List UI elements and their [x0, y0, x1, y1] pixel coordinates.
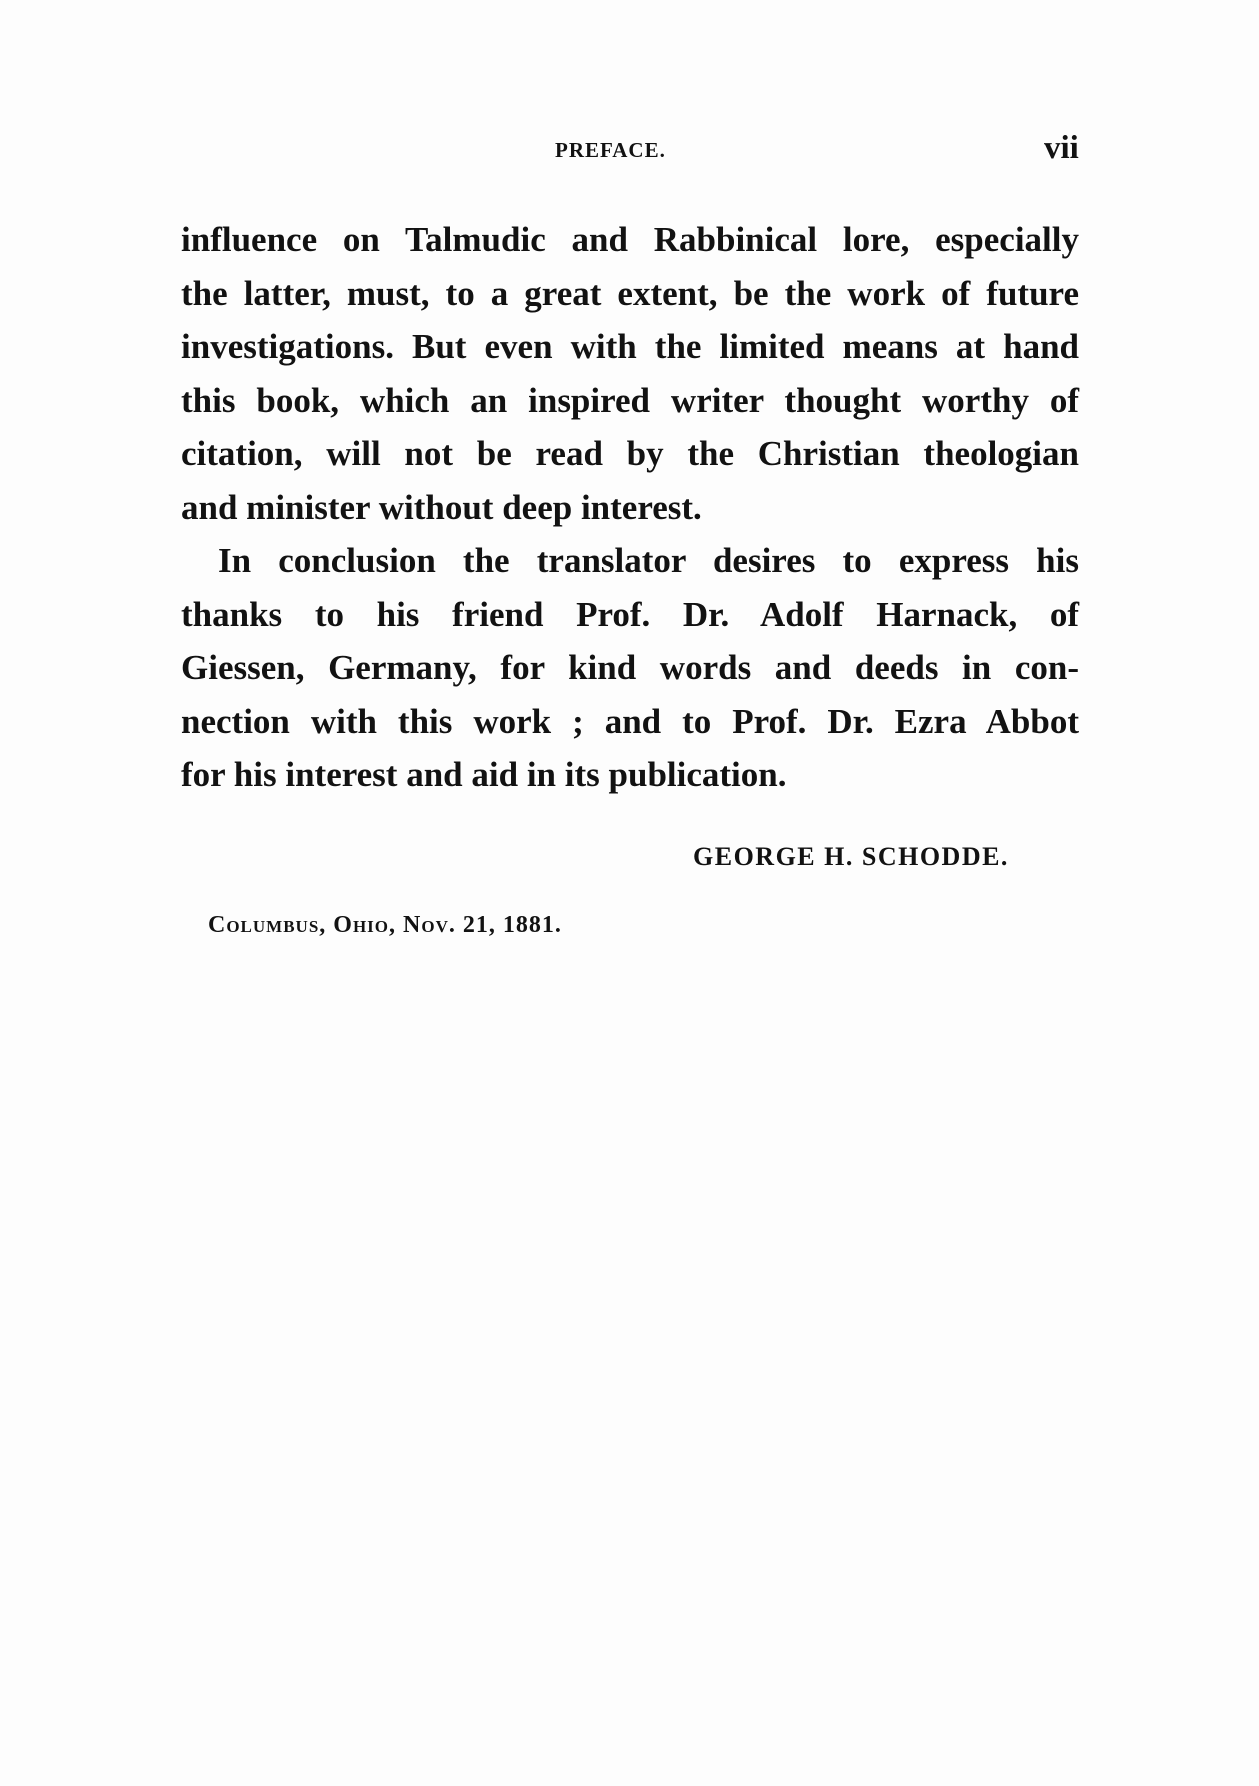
text-line: the latter, must, to a great extent, be the work of future: [181, 273, 1079, 313]
text-line: Giessen, Germany, for kind words and deeds in con-: [181, 648, 1079, 687]
paragraph-conclusion: [181, 534, 1079, 802]
running-head: PREFACE.: [555, 138, 666, 162]
paragraph-continuation: [181, 213, 1079, 534]
text-line: citation, will not be read by the Christian theologian: [181, 434, 1079, 473]
text-line: In conclusion the translator desires to express his: [218, 541, 1079, 580]
text-line: for his interest and aid in its publication.: [181, 755, 787, 794]
text-line: this book, which an inspired writer thought worthy of: [181, 380, 1079, 420]
text-line: investigations. But even with the limited means at hand: [181, 327, 1079, 366]
text-line: nection with this work ; and to Prof. Dr. Ezra Abbot: [181, 701, 1079, 741]
text-line: thanks to his friend Prof. Dr. Adolf Harnack, of: [181, 594, 1079, 634]
page-number: vii: [1044, 130, 1079, 166]
dateline: Columbus, Ohio, Nov. 21, 1881.: [208, 912, 562, 938]
text-line: and minister without deep interest.: [181, 487, 702, 527]
text-line: influence on Talmudic and Rabbinical lore, especially: [181, 220, 1079, 259]
author-signature: GEORGE H. SCHODDE.: [693, 842, 1009, 871]
